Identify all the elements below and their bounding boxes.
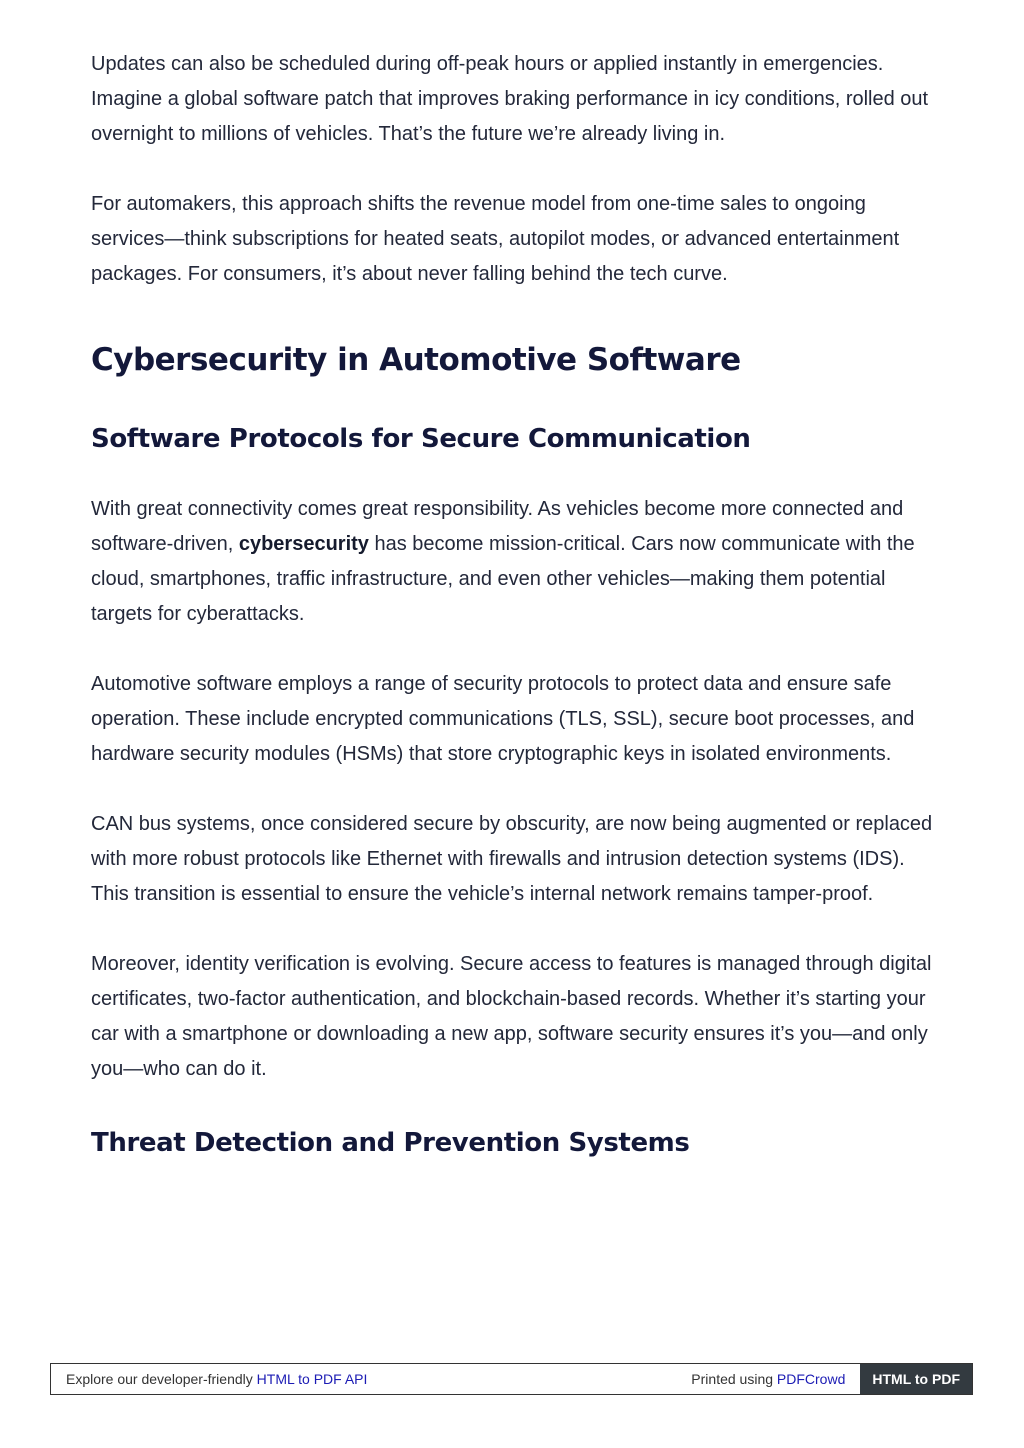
footer-printed <box>691 1371 860 1387</box>
paragraph-updates: Updates can also be scheduled during off-peak hours or applied instantly in emergencies. Imagine a global software patch that improves braking performance in icy conditions, rolled out overnight to millions of vehicles. That’s the future we’re already living in. <box>91 53 929 145</box>
paragraph-security-protocols: Automotive software employs a range of security protocols to protect data and ensure safe operation. These include encrypted communications (TLS, SSL), secure boot processes, and hardware security modules (HSMs) that store cryptographic keys in isolated environments. <box>91 673 915 765</box>
footer-explore <box>51 1371 691 1387</box>
paragraph-automakers: For automakers, this approach shifts the revenue model from one-time sales to ongoing services—think subscriptions for heated seats, autopilot modes, or advanced entertainment packages. For consumers, it’s about never falling behind the tech curve. <box>91 193 900 285</box>
html-to-pdf-badge[interactable]: HTML to PDF <box>860 1364 972 1394</box>
paragraph-identity: Moreover, identity verification is evolving. Secure access to features is managed through digital certificates, two-factor authentication, and blockchain-based records. Whether it’s starting your car with a smartphone or downloading a new app, software security ensures it’s you—and only you—who can do it. <box>91 953 932 1080</box>
html-to-pdf-api-link[interactable]: HTML to PDF API <box>256 1371 368 1387</box>
footer-printed-text: Printed using <box>691 1371 777 1387</box>
pdf-footer-bar <box>50 1363 973 1395</box>
heading-threat-detection: Threat Detection and Prevention Systems <box>91 1128 690 1158</box>
paragraph-connectivity-start: With great connectivity comes great responsibility. As vehicles become more connected and software-driven, <box>91 498 904 555</box>
paragraph-connectivity-end: has become mission-critical. Cars now communicate with the cloud, smartphones, traffic infrastructure, and even other vehicles—making them potential targets for cyberattacks. <box>91 533 915 625</box>
paragraph-can-bus: CAN bus systems, once considered secure by obscurity, are now being augmented or replaced with more robust protocols like Ethernet with firewalls and intrusion detection systems (IDS). This transition is essential to ensure the vehicle’s internal network remains tamper-proof. <box>91 813 933 905</box>
heading-cybersecurity: Cybersecurity in Automotive Software <box>91 342 741 378</box>
keyword-cybersecurity: cybersecurity <box>238 533 369 555</box>
paragraph-connectivity <box>91 492 941 632</box>
footer-explore-text: Explore our developer-friendly <box>66 1371 257 1387</box>
article-content <box>91 47 941 1162</box>
heading-secure-communication: Software Protocols for Secure Communication <box>91 424 751 454</box>
pdfcrowd-link[interactable]: PDFCrowd <box>776 1371 846 1387</box>
